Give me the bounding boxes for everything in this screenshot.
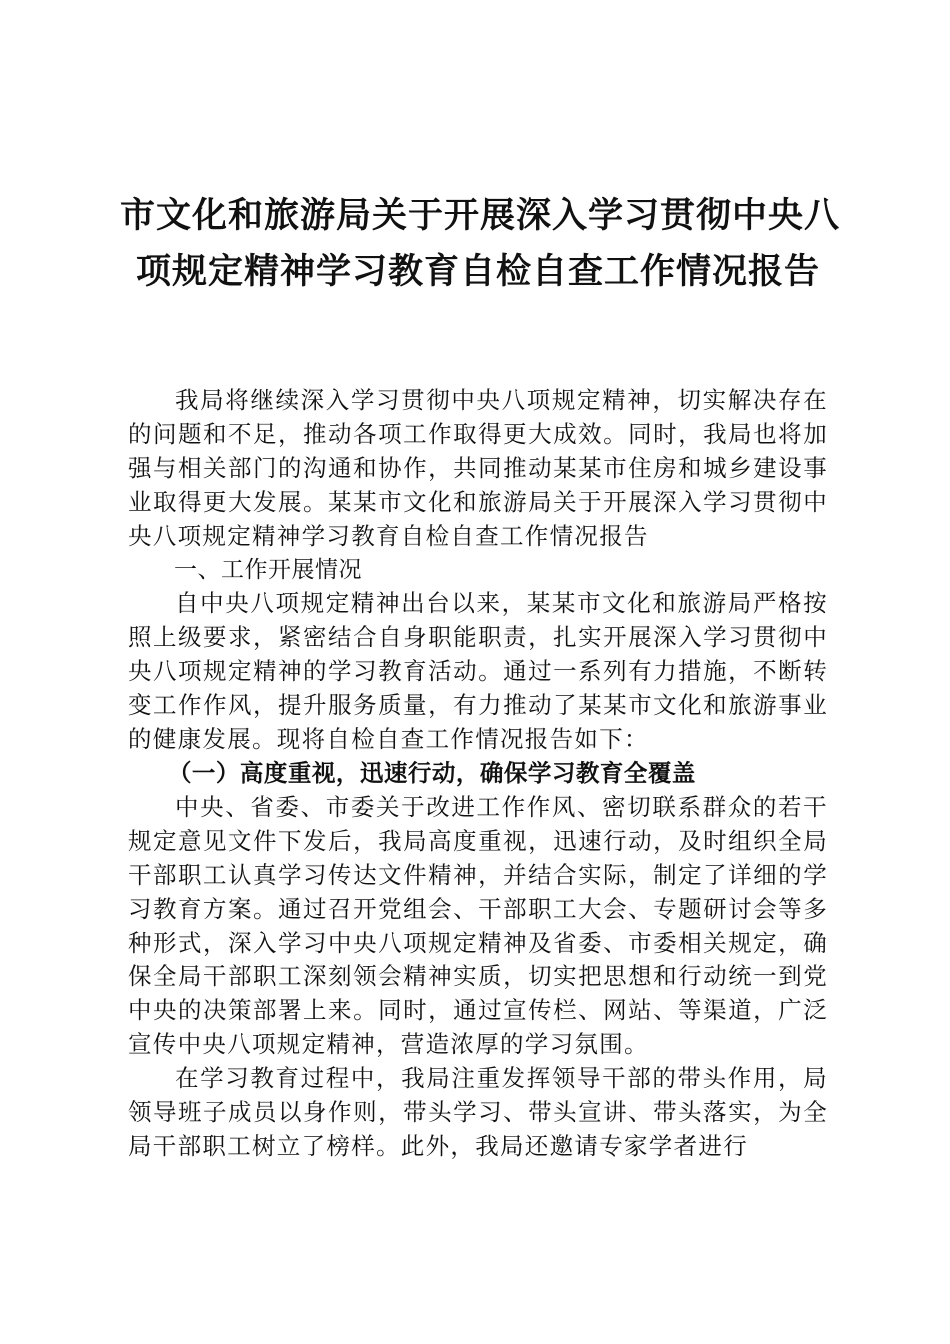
title-line-2: 项规定精神学习教育自检自查工作情况报告 bbox=[135, 251, 820, 292]
section-heading-work-progress: 一、工作开展情况 bbox=[174, 556, 362, 583]
intro-paragraph: 我局将继续深入学习贯彻中央八项规定精神，切实解决存在的问题和不足，推动各项工作取得更大成效。同时，我局也将加强与相关部门的沟通和协作，共同推动某某市住房和城乡建设事业取得更大发展。某某市文化和旅游局关于开展深入学习贯彻中央八项规定精神学习教育自检自查工作情况报告 bbox=[128, 386, 828, 550]
subsection-heading: （一）高度重视，迅速行动，确保学习教育全覆盖 bbox=[167, 758, 696, 787]
document-body bbox=[128, 384, 828, 1164]
title-line-1: 市文化和旅游局关于开展深入学习贯彻中央八 bbox=[120, 195, 841, 236]
document-title bbox=[120, 188, 841, 300]
section-paragraph: 自中央八项规定精神出台以来，某某市文化和旅游局严格按照上级要求，紧密结合自身职能职责，扎实开展深入学习贯彻中央八项规定精神的学习教育活动。通过一系列有力措施，不断转变工作作风，提升服务质量，有力推动了某某市文化和旅游事业的健康发展。现将自检自查工作情况报告如下： bbox=[128, 589, 828, 754]
body-paragraph: 中央、省委、市委关于改进工作作风、密切联系群众的若干规定意见文件下发后，我局高度重视，迅速行动，及时组织全局干部职工认真学习传达文件精神，并结合实际，制定了详细的学习教育方案。通过召开党组会、干部职工大会、专题研讨会等多种形式，深入学习中央八项规定精神及省委、市委相关规定，确保全局干部职工深刻领会精神实质，切实把思想和行动统一到党中央的决策部署上来。同时，通过宣传栏、网站、等渠道，广泛宣传中央八项规定精神，营造浓厚的学习氛围。 bbox=[128, 792, 828, 1059]
body-paragraph: 在学习教育过程中，我局注重发挥领导干部的带头作用，局领导班子成员以身作则，带头学习、带头宣讲、带头落实，为全局干部职工树立了榜样。此外，我局还邀请专家学者进行 bbox=[128, 1064, 828, 1160]
